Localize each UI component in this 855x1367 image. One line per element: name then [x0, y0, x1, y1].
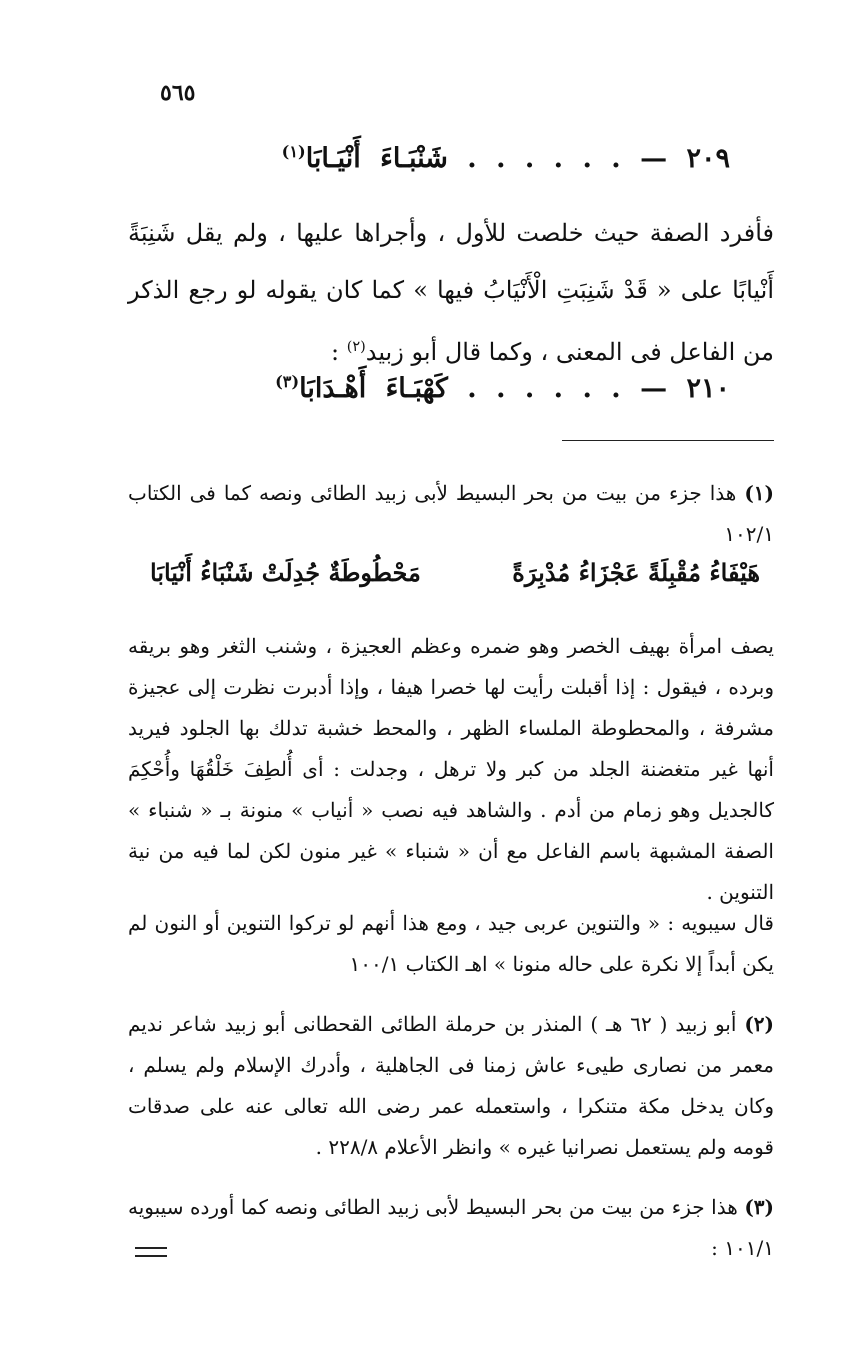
footnote-3-number: (٣) — [744, 1195, 775, 1219]
main-paragraph-note-ref: (٢) — [346, 339, 366, 355]
footnote-2-number: (٢) — [744, 1012, 775, 1036]
footnote-1-verse — [150, 558, 760, 587]
main-paragraph-part2: : — [331, 338, 347, 366]
footnote-2-text: أبو زبيد ( ٦٢ هـ ) المنذر بن حرملة الطائى القحطانى أبو زبيد شاعر نديم معمر من نصارى طيىء عاش زمنا فى الجاهلية ، وأدرك الإسلام ولم يسلم ، وكان يدخل مكة متنكرا ، واستعمله عمر رضى الله تعالى عنه على صدقات قومه ولم يستعمل نصرانيا غيره » وانظر الأعلام ٢٢٨/٨ . — [128, 1012, 774, 1159]
verse-210 — [150, 372, 730, 404]
footnote-1-quote: قال سيبويه : « والتنوين عربى جيد ، ومع هذا أنهم لو تركوا التنوين أو النون لم يكن أبداً إلا نكرة على حاله منونا » اهـ الكتاب ١٠٠/١ — [128, 911, 774, 976]
main-paragraph-part1: فأفرد الصفة حيث خلصت للأول ، وأجراها عليها ، ولم يقل شَنِبَةً أَنْيابًا على « قَدْ شَنِبَتِ الْأَنْيَابُ فيها » كما كان يقوله لو رجع الذكر من الفاعل فى المعنى ، وكما قال أبو زبيد — [128, 219, 774, 366]
continuation-mark — [135, 1247, 167, 1257]
page-number: ٥٦٥ — [160, 80, 196, 106]
footnote-1-number: (١) — [744, 481, 775, 505]
verse-209-text: ٢٠٩ — . . . . . . شَنْبَـاءَ أَنْيَـابَا — [305, 143, 730, 174]
hemistich-right: هَيْفَاءُ مُقْبِلَةً عَجْزَاءُ مُدْبِرَةً — [512, 558, 760, 587]
footnote-separator — [562, 440, 774, 441]
footnote-3 — [128, 1187, 774, 1269]
verse-209 — [150, 142, 730, 174]
verse-209-note-ref: (١) — [281, 142, 306, 161]
footnote-1-intro-text: هذا جزء من بيت من بحر البسيط لأبى زبيد الطائى ونصه كما فى الكتاب ١٠٢/١ — [128, 481, 774, 546]
footnote-3-text: هذا جزء من بيت من بحر البسيط لأبى زبيد الطائى ونصه كما أورده سيبويه ١٠١/١ : — [128, 1195, 774, 1260]
footnote-1-intro — [128, 473, 774, 555]
footnote-2 — [128, 1004, 774, 1168]
footnote-1-commentary: يصف امرأة بهيف الخصر وهو ضمره وعظم العجيزة ، وشنب الثغر وهو بريقه وبرده ، فيقول : إذا أقبلت رأيت لها خصرا هيفا ، وإذا أدبرت نظرت إلى عجيزة مشرفة ، والمحطوطة الملساء الظهر ، والمحط خشبة تدلك بها الجلود فيريد أنها غير متغضنة الجلد من كبر ولا ترهل ، وجدلت : أى أُلطِفَ خَلْقُهَا وأُحْكِمَ كالجديل وهو زمام من أدم . والشاهد فيه نصب « أنياب » منونة بـ « شنباء » الصفة المشبهة باسم الفاعل مع أن « شنباء » غير منون لكن لما فيه من نية التنوين . — [128, 634, 774, 904]
hemistich-left: مَحْطُوطَةٌ جُدِلَتْ شَنْبَاءُ أَنْيَابَا — [150, 558, 421, 587]
verse-210-text: ٢١٠ — . . . . . . كَهْبَـاءَ أَهْـدَابَا — [299, 373, 730, 404]
verse-210-note-ref: (٣) — [275, 372, 300, 391]
main-paragraph — [128, 205, 774, 381]
